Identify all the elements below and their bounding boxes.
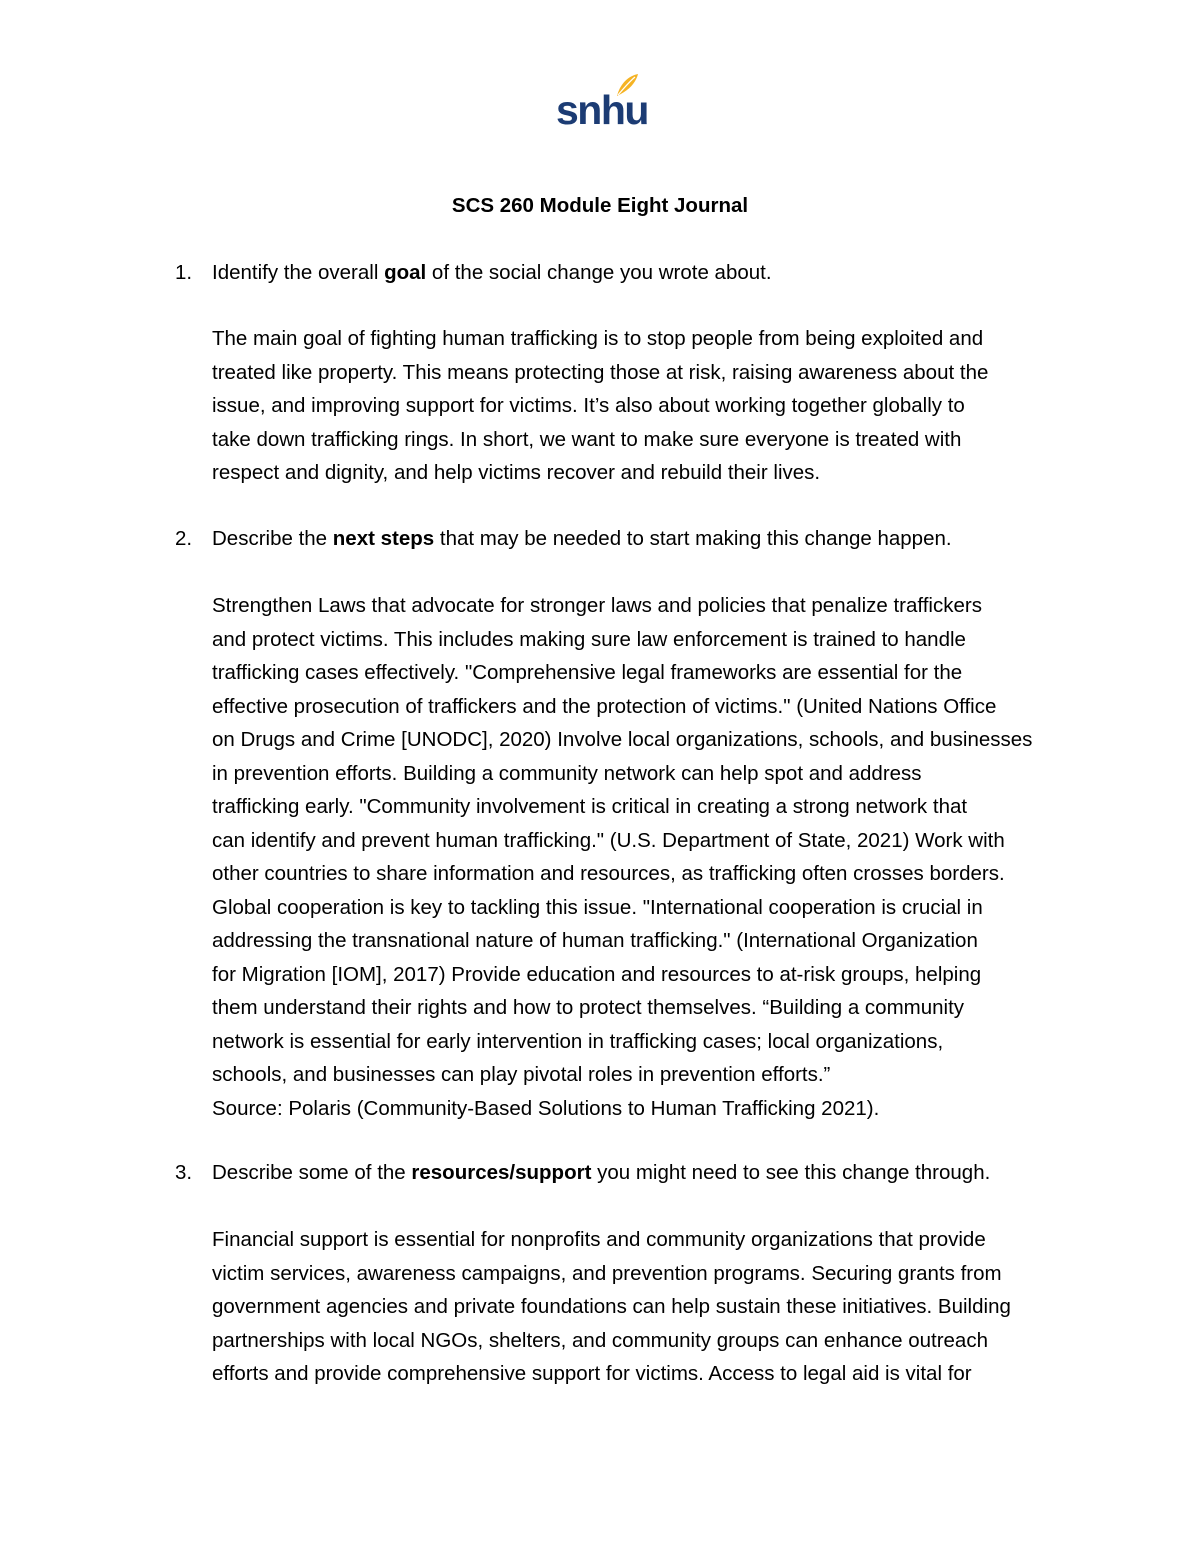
answer-line: partnerships with local NGOs, shelters, and community groups can enhance outreach <box>212 1328 988 1352</box>
answer-line: them understand their rights and how to protect themselves. “Building a community <box>212 996 965 1019</box>
answer-line: schools, and businesses can play pivotal roles in prevention efforts.” <box>212 1063 831 1086</box>
answer-line: The main goal of fighting human trafficking is to stop people from being exploited and <box>212 327 984 350</box>
answer-3 <box>212 1223 1072 1391</box>
answer-line: in prevention efforts. Building a community network can help spot and address <box>212 761 922 785</box>
answer-line: take down trafficking rings. In short, we want to make sure everyone is treated with <box>212 427 962 451</box>
answer-line: government agencies and private foundations can help sustain these initiatives. Building <box>212 1295 1011 1318</box>
snhu-logo <box>552 72 648 136</box>
answer-line: for Migration [IOM], 2017) Provide education and resources to at-risk groups, helping <box>212 962 982 986</box>
logo-text: snhu <box>556 87 648 133</box>
answer-2 <box>212 589 1072 1125</box>
question-text: Describe some of the resources/support you might need to see this change through. <box>212 1161 991 1184</box>
question-text: Describe the next steps that may be needed to start making this change happen. <box>212 527 952 550</box>
answer-1 <box>212 322 1072 490</box>
question-number: 1. <box>175 261 193 284</box>
answer-line: trafficking early. "Community involvement is critical in creating a strong network that <box>212 795 968 818</box>
answer-line: other countries to share information and resources, as trafficking often crosses borders. <box>212 862 1005 885</box>
question-text: Identify the overall goal of the social change you wrote about. <box>212 261 772 284</box>
page-title: SCS 260 Module Eight Journal <box>451 194 749 217</box>
question-number: 2. <box>175 527 193 550</box>
answer-line: on Drugs and Crime [UNODC], 2020) Involve local organizations, schools, and businesses <box>212 728 1033 751</box>
answer-line: Global cooperation is key to tackling this issue. "International cooperation is crucial in <box>212 895 983 919</box>
answer-line: addressing the transnational nature of human trafficking." (International Organization <box>212 929 978 952</box>
answer-line: can identify and prevent human trafficking." (U.S. Department of State, 2021) Work with <box>212 828 1005 852</box>
answer-line: issue, and improving support for victims. It’s also about working together globally to <box>212 394 965 417</box>
answer-line: Strengthen Laws that advocate for stronger laws and policies that penalize traffickers <box>212 594 982 617</box>
answer-line: Source: Polaris (Community-Based Solutions to Human Trafficking 2021). <box>212 1096 880 1120</box>
answer-line: and protect victims. This includes making sure law enforcement is trained to handle <box>212 627 966 651</box>
answer-line: victim services, awareness campaigns, and prevention programs. Securing grants from <box>212 1261 1002 1285</box>
question-number: 3. <box>175 1161 193 1184</box>
answer-line: efforts and provide comprehensive support for victims. Access to legal aid is vital for <box>212 1362 972 1385</box>
answer-line: network is essential for early intervention in trafficking cases; local organizations, <box>212 1029 944 1053</box>
answer-line: respect and dignity, and help victims recover and rebuild their lives. <box>212 461 821 484</box>
answer-line: trafficking cases effectively. "Comprehensive legal frameworks are essential for the <box>212 661 963 684</box>
answer-line: treated like property. This means protecting those at risk, raising awareness about the <box>212 360 989 384</box>
answer-line: effective prosecution of traffickers and the protection of victims." (United Nations Office <box>212 694 997 718</box>
answer-line: Financial support is essential for nonprofits and community organizations that provide <box>212 1228 986 1251</box>
